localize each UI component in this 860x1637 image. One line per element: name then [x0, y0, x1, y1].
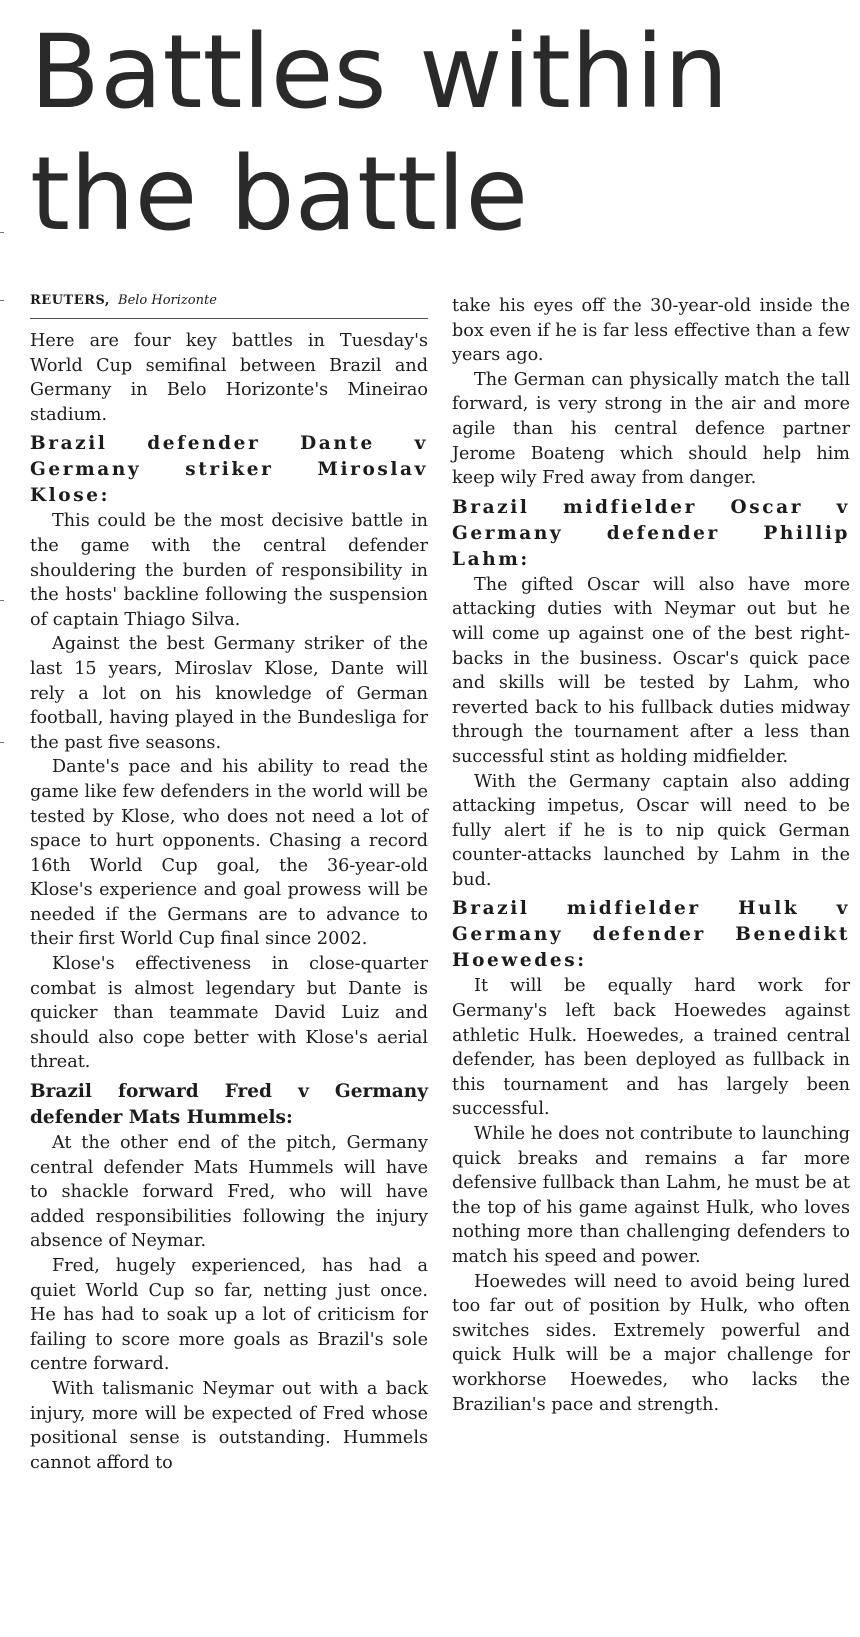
- article-paragraph: It will be equally hard work for Germany's left back Hoewedes against athletic Hulk. Hoewedes, a trained central defender, has been deployed as fullback in this tournament and has largely been successful.: [452, 976, 850, 1120]
- article-paragraph: This could be the most decisive battle in the game with the central defender shouldering the burden of responsibility in the hosts' backline following the suspension of captain Thiago Silva.: [30, 511, 428, 630]
- article-paragraph: While he does not contribute to launching quick breaks and remains a far more defensive fullback than Lahm, he must be at the top of his game against Hulk, who loves nothing more than challenging defenders to match his speed and power.: [452, 1124, 850, 1267]
- article-paragraph-continued: take his eyes off the 30-year-old inside the box even if he is far less effective than a few years ago.: [452, 296, 850, 366]
- article-paragraph: Against the best Germany striker of the last 15 years, Miroslav Klose, Dante will rely a lot on his knowledge of German football, having played in the Bundesliga for the past five seasons.: [30, 634, 428, 753]
- byline-agency: REUTERS,: [30, 293, 110, 308]
- intro-paragraph: Here are four key battles in Tuesday's World Cup semifinal between Brazil and Germany in Belo Horizonte's Mineirao stadium.: [30, 331, 428, 425]
- article-paragraph: At the other end of the pitch, Germany central defender Mats Hummels will have to shackle forward Fred, who will have added responsibilities following the injury absence of Neymar.: [30, 1133, 428, 1252]
- article-paragraph: With the Germany captain also adding attacking impetus, Oscar will need to be fully alert if he is to nip quick German counter-attacks launched by Lahm in the bud.: [452, 771, 850, 890]
- article-paragraph: Hoewedes will need to avoid being lured too far out of position by Hulk, who often switches sides. Extremely powerful and quick Hulk will be a major challenge for workhorse Hoewedes, who lacks the Brazilian's pace and strength.: [452, 1271, 850, 1415]
- headline-line-1: Battles within: [30, 13, 729, 132]
- article-paragraph: With talismanic Neymar out with a back injury, more will be expected of Fred whose positional sense is outstanding. Hummels cannot afford to: [30, 1378, 428, 1473]
- article-paragraph: Fred, hugely experienced, has had a quiet World Cup so far, netting just once. He has had to soak up a lot of criticism for failing to score more goals as Brazil's sole centre forward.: [30, 1256, 428, 1375]
- article-paragraph: The gifted Oscar will also have more attacking duties with Neymar out but he will come up against one of the best right-backs in the business. Oscar's quick pace and skills will be tested by Lahm, who reverted back to his fullback duties midway through the tournament after a less than successful stint as holding midfielder.: [452, 574, 850, 767]
- article-paragraph: Dante's pace and his ability to read the game like few defenders in the world will be tested by Klose, who does not need a lot of space to hurt opponents. Chasing a record 16th World Cup goal, the 36-year-old Klose's experience and goal prowess will be needed if the Germans are to advance to their first World Cup final since 2002.: [30, 757, 428, 950]
- article-column-right: [452, 294, 850, 1417]
- byline: [30, 292, 428, 319]
- headline-line-2: the battle: [30, 135, 529, 254]
- section-heading-fred-hummels: Brazil forward Fred v Germany defender Mats Hummels:: [30, 1081, 428, 1129]
- article-paragraph: The German can physically match the tall forward, is very strong in the air and more agile than his central defence partner Jerome Boateng which should help him keep wily Fred away from danger.: [452, 369, 850, 489]
- section-heading-hulk-hoewedes: Brazil midfielder Hulk v Germany defender Benedikt Hoewedes:: [452, 898, 850, 972]
- article-paragraph: Klose's effectiveness in close-quarter combat is almost legendary but Dante is quicker than teammate David Luiz and should also cope better with Klose's aerial threat.: [30, 954, 428, 1073]
- section-heading-dante-klose: Brazil defender Dante v Germany striker Miroslav Klose:: [30, 433, 428, 507]
- headline: [30, 12, 850, 256]
- section-heading-oscar-lahm: Brazil midfielder Oscar v Germany defender Phillip Lahm:: [452, 496, 850, 570]
- article-column-left: [30, 292, 428, 1475]
- byline-dateline: Belo Horizonte: [118, 293, 217, 308]
